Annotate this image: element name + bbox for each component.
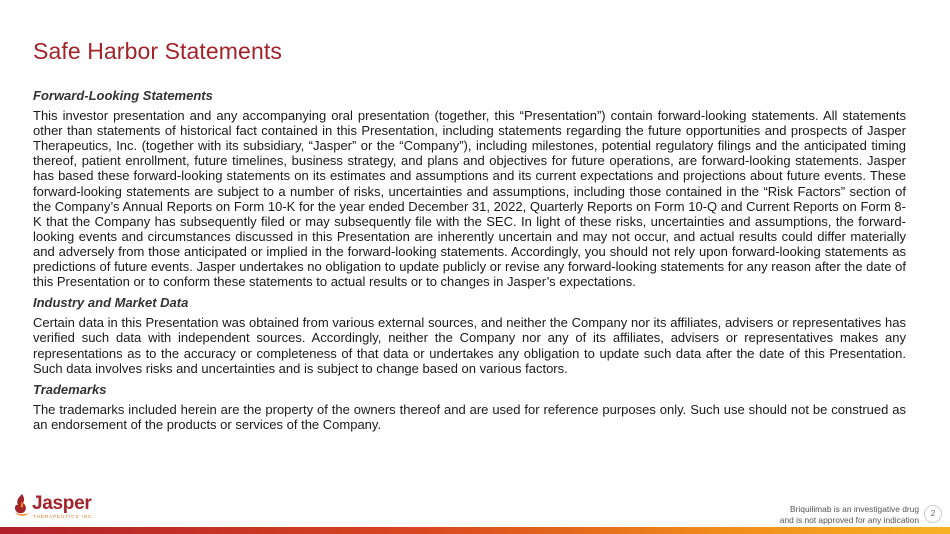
investigative-drug-disclaimer xyxy=(719,504,919,526)
logo-wordmark: Jasper xyxy=(32,493,92,514)
section-heading: Industry and Market Data xyxy=(33,295,189,311)
disclaimer-line: Briquilimab is an investigative drug xyxy=(790,504,919,514)
section-heading: Forward-Looking Statements xyxy=(33,88,213,103)
section-industry-market-data xyxy=(33,295,906,375)
company-logo xyxy=(12,492,102,522)
section-body: The trademarks included herein are the property of the owners thereof and are used for reference purposes only. Such use should not be construed as an endorsement of the products or services of the Company. xyxy=(33,401,906,432)
section-body: Certain data in this Presentation was obtained from various external sources, and neither the Company nor its affiliates, advisers or representatives has verified such data with independent sources. Accordingly, neither the Company nor any of its affiliates, advisers or representatives makes any representations as to the accuracy or completeness of that data or undertakes any obligation to update such data after the date of this Presentation. Such data involves risks and uncertainties and is subject to change based on various factors. xyxy=(33,315,906,376)
section-trademarks xyxy=(33,382,906,432)
safe-harbor-content xyxy=(33,88,906,438)
brand-gradient-bar xyxy=(0,527,950,534)
disclaimer-line: and is not approved for any indication xyxy=(779,515,919,525)
section-body: This investor presentation and any accompanying oral presentation (together, this “Presentation”) contain forward-looking statements. All statements other than statements of historical fact contained in this Presentation, including statements regarding the future opportunities and prospects of Jasper Therapeutics, Inc. (together with its subsidiary, “Jasper” or the “Company”), including milestones, potential regulatory filings and the anticipated timing thereof, patient enrollment, future timelines, business strategy, and plans and objectives for future operations, are forward-looking statements. Jasper has based these forward-looking statements on its estimates and assumptions and its current expectations and projections about future events. These forward-looking statements are subject to a number of risks, uncertainties and assumptions, including those contained in the “Risk Factors” section of the Company’s Annual Reports on Form 10-K for the year ended December 31, 2022, Quarterly Reports on Form 10-Q and Current Reports on Form 8-K that the Company has subsequently filed or may subsequently file with the SEC. In light of these risks, uncertainties and assumptions, the forward-looking events and circumstances discussed in this Presentation are inherently uncertain and may not occur, and actual results could differ materially and adversely from those anticipated or implied in the forward-looking statements. Accordingly, you should not rely upon forward-looking statements as predictions of future events. Jasper undertakes no obligation to update publicly or revise any forward-looking statements for any reason after the date of this Presentation or to conform these statements to actual results or to changes in Jasper’s expectations. xyxy=(33,108,906,290)
logo-subtext: THERAPEUTICS INC. xyxy=(33,514,95,519)
slide-title: Safe Harbor Statements xyxy=(33,38,282,64)
jasper-flame-icon xyxy=(12,492,32,522)
page-number: 2 xyxy=(924,505,942,523)
section-forward-looking xyxy=(33,88,906,289)
section-heading: Trademarks xyxy=(33,381,107,397)
